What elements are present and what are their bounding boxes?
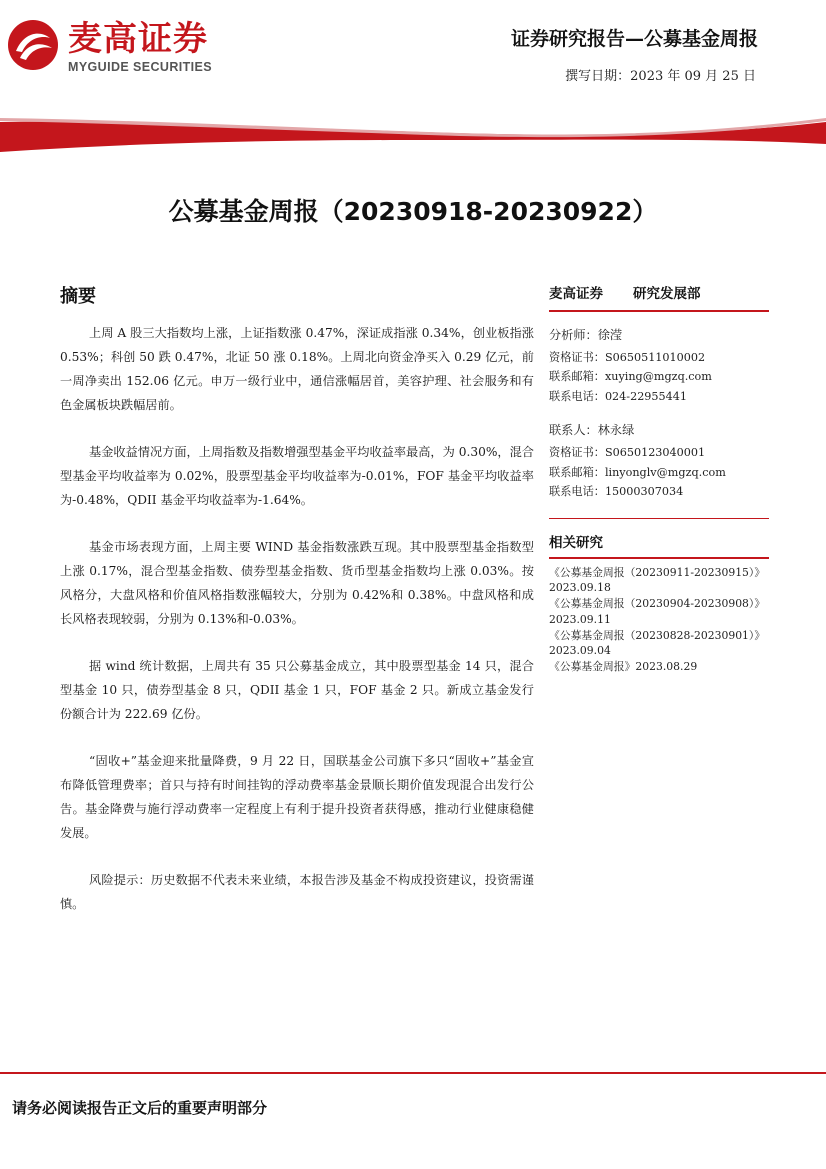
analyst-name: 分析师：徐滢 <box>549 327 623 342</box>
analyst-phone: 联系电话：024-22955441 <box>549 389 688 403</box>
contact-cert: 资格证书：S0650123040001 <box>549 446 706 459</box>
related-report-date: 2023.09.11 <box>549 612 611 626</box>
report-type: 证券研究报告—公募基金周报 <box>510 28 758 50</box>
analyst-block <box>549 323 769 407</box>
related-report-title[interactable]: 《公募基金周报（20230904-20230908）》 <box>549 597 766 611</box>
summary-body <box>60 321 538 939</box>
sidebar-header <box>549 282 769 304</box>
divider <box>549 518 769 520</box>
contact-phone: 联系电话：15000307034 <box>549 485 684 498</box>
related-research-list <box>549 565 769 676</box>
brand-swirl-icon <box>6 18 60 72</box>
related-report-date: 2023.09.04 <box>549 644 611 658</box>
risk-warning: 风险提示：历史数据不代表未来业绩，本报告涉及基金不构成投资建议，投资需谨慎。 <box>60 873 534 911</box>
sidebar-company: 麦高证券 <box>549 286 603 302</box>
related-report-date: 2023.09.18 <box>549 581 611 595</box>
sidebar-department: 研究发展部 <box>633 286 701 302</box>
related-report-title[interactable]: 《公募基金周报（20230828-20230901）》 <box>549 628 766 642</box>
summary-paragraph: 据 wind 统计数据，上周共有 35 只公募基金成立，其中股票型基金 14 只，混合型基金 10 只，债券型基金 8 只，QDII 基金 1 只，FOF 基金 2 只。新成立基金发行份额合计为 222.69 亿份。 <box>60 659 534 721</box>
contact-email: 联系邮箱：linyonglv@mgzq.com <box>549 465 726 479</box>
brand-name-en: MYGUIDE SECURITIES <box>68 60 213 74</box>
brand-logo <box>6 14 216 76</box>
related-research-heading: 相关研究 <box>549 535 603 551</box>
analyst-email: 联系邮箱：xuying@mgzq.com <box>549 370 712 383</box>
summary-paragraph: “固收+”基金迎来批量降费，9 月 22 日，国联基金公司旗下多只“固收+”基金宣布降低管理费率；首只与持有时间挂钩的浮动费率基金景顺长期价值发现混合出发行公告。基金降费与施行浮动费率一定程度上有利于提升投资者获得感，推动行业健康稳健发展。 <box>60 754 534 840</box>
summary-heading: 摘要 <box>60 286 96 307</box>
footer-notice: 请务必阅读报告正文后的重要声明部分 <box>12 1099 268 1117</box>
report-date: 撰写日期：2023 年 09 月 25 日 <box>565 69 756 84</box>
footer-divider <box>0 1072 826 1074</box>
document-title: 公募基金周报（20230918-20230922） <box>168 197 658 226</box>
summary-paragraph: 基金收益情况方面，上周指数及指数增强型基金平均收益率最高，为 0.30%，混合型基金平均收益率为 0.02%，股票型基金平均收益率为-0.01%，FOF 基金平均收益率为-0.48%，QDII 基金平均收益率为-1.64%。 <box>60 445 534 507</box>
related-report-title[interactable]: 《公募基金周报（20230911-20230915）》 <box>549 565 766 579</box>
contact-block <box>549 418 769 502</box>
analyst-cert: 资格证书：S0650511010002 <box>549 350 706 364</box>
summary-paragraph: 基金市场表现方面，上周主要 WIND 基金指数涨跌互现。其中股票型基金指数型上涨 0.17%，混合型基金指数、债券型基金指数、货币型基金指数均上涨 0.03%。按风格分，大盘风格和价值风格指数涨幅较大，分别为 0.42%和 0.38%。中盘风格和成长风格表现较弱，分别为 0.13%和-0.03%。 <box>60 540 534 626</box>
divider <box>549 557 769 559</box>
divider <box>549 310 769 312</box>
related-report-title[interactable]: 《公募基金周报》2023.08.29 <box>549 660 698 674</box>
contact-name: 联系人：林永绿 <box>549 423 635 437</box>
brand-name-cn: 麦高证券 <box>68 19 208 59</box>
summary-paragraph: 上周 A 股三大指数均上涨，上证指数涨 0.47%，深证成指涨 0.34%，创业板指涨 0.53%；科创 50 跌 0.47%，北证 50 涨 0.18%。上周北向资金净买入 0.29 亿元，前一周净卖出 152.06 亿元。申万一级行业中，通信涨幅居首，美容护理、社会服务和有色金属板块跌幅居前。 <box>60 326 538 412</box>
header-red-band <box>0 118 826 156</box>
sidebar <box>549 282 769 675</box>
